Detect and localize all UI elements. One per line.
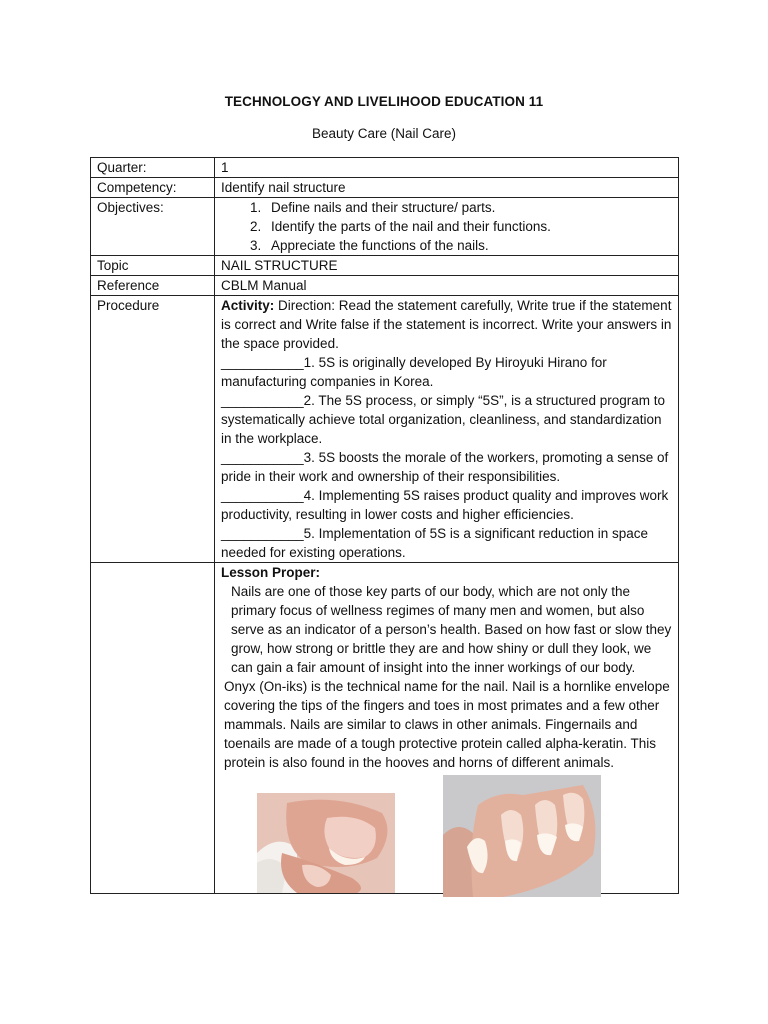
objective-item: 2. Identify the parts of the nail and their functions. [265,217,672,236]
lesson-cell [215,563,679,894]
procedure-cell [215,296,679,563]
nail-photo-left [257,793,395,893]
lesson-paragraph-1: Nails are one of those key parts of our body, which are not only the primary focus of wellness regimes of many men and women, but also serve as an indicator of a person’s health. Based on how fast or slow they grow, how strong or brittle they are and how shiny or dull they look, we can gain a fair amount of insight into the inner workings of our body. [231,584,672,675]
document-subtitle: Beauty Care (Nail Care) [311,126,457,141]
objectives-cell [215,198,679,256]
procedure-label: Procedure [91,296,215,563]
objectives-list [221,198,672,255]
true-false-item: ___________5. Implementation of 5S is a significant reduction in space needed for existing operations. [221,526,649,560]
lesson-proper-heading: Lesson Proper: [221,565,321,580]
quarter-value: 1 [215,158,679,178]
true-false-item: ___________4. Implementing 5S raises product quality and improves work productivity, resulting in lower costs and higher efficiencies. [221,488,669,522]
objective-item: 3. Appreciate the functions of the nails. [265,236,672,255]
nail-photo-right [443,775,601,897]
competency-label: Competency: [91,178,215,198]
table-row-reference [91,276,679,296]
quarter-label: Quarter: [91,158,215,178]
table-row-competency [91,178,679,198]
true-false-item: ___________1. 5S is originally developed By Hiroyuki Hirano for manufacturing companies in Korea. [221,355,607,389]
lesson-plan-table [90,157,679,894]
table-row-topic [91,256,679,276]
nail-photos [221,775,672,893]
topic-value: NAIL STRUCTURE [215,256,679,276]
reference-label: Reference [91,276,215,296]
activity-direction [221,296,672,353]
objectives-label: Objectives: [91,198,215,256]
table-row-objectives [91,198,679,256]
true-false-item: ___________3. 5S boosts the morale of the workers, promoting a sense of pride in their work and ownership of their responsibilities. [221,450,669,484]
document-title: TECHNOLOGY AND LIVELIHOOD EDUCATION 11 [224,94,544,109]
reference-value: CBLM Manual [215,276,679,296]
table-row-procedure [91,296,679,563]
direction-text: Direction: Read the statement carefully, Write true if the statement is correct and Write false if the statement is incorrect. Write your answers in the space provided. [221,298,672,351]
lesson-empty-label [91,563,215,894]
topic-label: Topic [91,256,215,276]
lesson-paragraph-2: Onyx (On-iks) is the technical name for the nail. Nail is a hornlike envelope covering the tips of the fingers and toes in most primates and a few other mammals. Nails are similar to claws in other animals. Fingernails and toenails are made of a tough protective protein called alpha-keratin. This protein is also found in the hooves and horns of different animals. [224,679,670,770]
table-row-lesson [91,563,679,894]
objective-item: 1. Define nails and their structure/ parts. [265,198,672,217]
true-false-item: ___________2. The 5S process, or simply “5S”, is a structured program to systematically achieve total organization, cleanliness, and standardization in the workplace. [221,393,665,446]
competency-value: Identify nail structure [215,178,679,198]
activity-label: Activity: [221,298,275,313]
table-row-quarter [91,158,679,178]
